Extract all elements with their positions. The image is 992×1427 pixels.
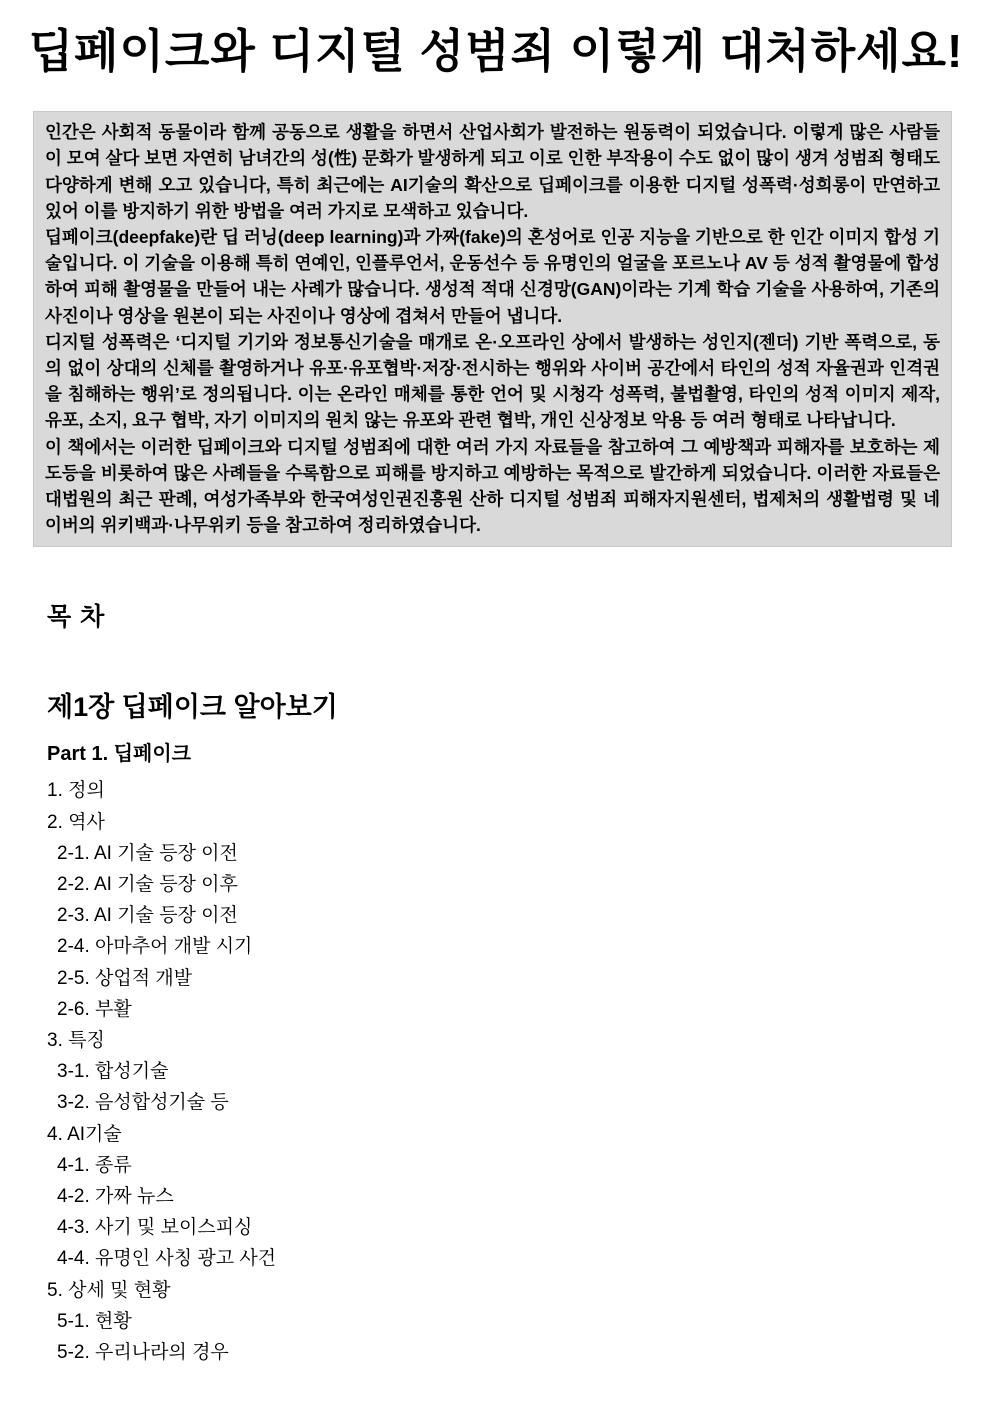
toc-chapter-heading: 제1장 딥페이크 알아보기 bbox=[47, 692, 338, 723]
toc-item: 4. AI기술 bbox=[47, 1123, 122, 1145]
intro-paragraph: 딥페이크(deepfake)란 딥 러닝(deep learning)과 가짜(fake)의 혼성어로 인공 지능을 기반으로 한 인간 이미지 합성 기술입니다. 이 기술을 이용해 특히 연예인, 인플루언서, 운동선수 등 유명인의 얼굴을 포르노나 AV 등 성적 촬영물에 합성하여 피해 촬영물을 만들어 내는 사례가 많습니다. 생성적 적대 신경망(GAN)이라는 기계 학습 기술을 사용하여, 기존의 사진이나 영상을 원본이 되는 사진이나 영상에 겹쳐서 만들어 냅니다. bbox=[45, 227, 940, 326]
toc-item: 4-2. 가짜 뉴스 bbox=[57, 1186, 174, 1208]
toc-item: 5-2. 우리나라의 경우 bbox=[57, 1342, 229, 1364]
intro-paragraph: 디지털 성폭력은 ‘디지털 기기와 정보통신기술을 매개로 온·오프라인 상에서 발생하는 성인지(젠더) 기반 폭력으로, 동의 없이 상대의 신체를 촬영하거나 유포·유포협박·저장·전시하는 행위와 사이버 공간에서 타인의 성적 자율권과 인격권을 침해하는 행위’로 정의됩니다. 이는 온라인 매체를 통한 언어 및 시청각 성폭력, 불법촬영, 타인의 성적 이미지 제작, 유포, 소지, 요구 협박, 자기 이미지의 원치 않는 유포와 관련 협박, 개인 신상정보 악용 등 여러 형태로 나타납니다. bbox=[45, 331, 940, 431]
toc-item: 3. 특징 bbox=[47, 1030, 105, 1052]
intro-paragraph: 이 책에서는 이러한 딥페이크와 디지털 성범죄에 대한 여러 가지 자료들을 참고하여 그 예방책과 피해자를 보호하는 제도등을 비롯하여 많은 사례들을 수록함으로 피해를 방지하고 예방하는 목적으로 발간하게 되었습니다. 이러한 자료들은 대법원의 최근 판례, 여성가족부와 한국여성인권진흥원 산하 디지털 성범죄 피해자지원센터, 법제처의 생활법령 및 네이버의 위키백과·나무위키 등을 참고하여 정리하였습니다. bbox=[45, 436, 940, 536]
toc-item: 2. 역사 bbox=[47, 811, 105, 833]
intro-paragraph: 인간은 사회적 동물이라 함께 공동으로 생활을 하면서 산업사회가 발전하는 원동력이 되었습니다. 이렇게 많은 사람들이 모여 살다 보면 자연히 남녀간의 성(性) 문화가 발생하게 되고 이로 인한 부작용이 수도 없이 많이 생겨 성범죄 형태도 다양하게 변해 오고 있습니다, 특히 최근에는 AI기술의 확산으로 딥페이크를 이용한 디지털 성폭력·성희롱이 만연하고 있어 이를 방지하기 위한 방법을 여러 가지로 모색하고 있습니다. bbox=[45, 122, 940, 221]
toc-list bbox=[47, 775, 992, 1368]
toc-item: 4-4. 유명인 사칭 광고 사건 bbox=[57, 1248, 277, 1270]
toc-item: 2-5. 상업적 개발 bbox=[57, 967, 193, 989]
toc-item: 3-2. 음성합성기술 등 bbox=[57, 1092, 229, 1114]
toc-item: 4-3. 사기 및 보이스피싱 bbox=[57, 1217, 253, 1239]
toc-item: 1. 정의 bbox=[47, 780, 105, 802]
toc-item: 3-1. 합성기술 bbox=[57, 1061, 169, 1083]
toc-part-heading: Part 1. 딥페이크 bbox=[47, 743, 191, 766]
page-title: 딥페이크와 디지털 성범죄 이렇게 대처하세요! bbox=[28, 25, 964, 77]
intro-box bbox=[33, 111, 952, 547]
document-page bbox=[0, 24, 992, 1368]
toc-item: 2-6. 부활 bbox=[57, 998, 132, 1020]
toc-item: 2-1. AI 기술 등장 이전 bbox=[57, 842, 238, 864]
toc-item: 5. 상세 및 현황 bbox=[47, 1279, 171, 1301]
toc-item: 4-1. 종류 bbox=[57, 1154, 132, 1176]
toc-item: 2-3. AI 기술 등장 이전 bbox=[57, 905, 238, 927]
toc-item: 2-2. AI 기술 등장 이후 bbox=[57, 874, 238, 896]
toc-item: 5-1. 현황 bbox=[57, 1310, 132, 1332]
toc-heading: 목 차 bbox=[47, 603, 106, 632]
toc-item: 2-4. 아마추어 개발 시기 bbox=[57, 936, 253, 958]
